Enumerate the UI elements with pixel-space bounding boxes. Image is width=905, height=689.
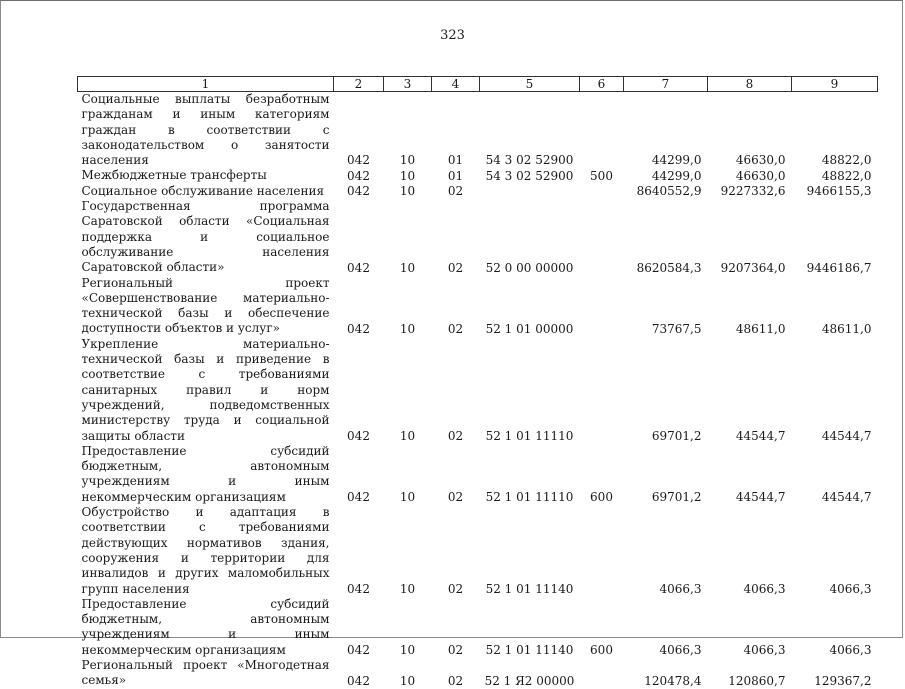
- target-article-cell: 54 3 02 52900: [485, 168, 574, 183]
- table-row: [78, 597, 878, 658]
- row-name-cell: Укрепление материально-технической базы и приведение в соответствие с требованиями санитарных правил и норм учреждений, подведомственных министерству труда и социальной защиты области: [81, 336, 330, 443]
- target-article-cell: 52 1 01 00000: [485, 321, 574, 336]
- section-cell: 10: [399, 581, 416, 596]
- subsection-cell: 02: [447, 428, 464, 443]
- table-row: [78, 505, 878, 597]
- amount-year2-cell: 44544,7: [735, 490, 786, 505]
- amount-year1-cell: 8620584,3: [636, 260, 702, 275]
- amount-year2-cell: 9207364,0: [720, 260, 786, 275]
- table-row: [78, 337, 878, 444]
- table-row: [78, 199, 878, 275]
- header-cell: 7: [624, 77, 708, 92]
- subsection-cell: 02: [447, 321, 464, 336]
- header-cell: 8: [708, 77, 792, 92]
- subsection-cell: 02: [447, 184, 464, 199]
- amount-year1-cell: 44299,0: [651, 153, 702, 168]
- amount-year1-cell: 120478,4: [644, 673, 702, 688]
- header-cell: 9: [792, 77, 878, 92]
- amount-year1-cell: 44299,0: [651, 168, 702, 183]
- expense-type-cell: [580, 276, 624, 337]
- amount-year2-cell: 48611,0: [735, 321, 786, 336]
- amount-year3-cell: 4066,3: [829, 581, 872, 596]
- ministry-code-cell: 042: [347, 153, 370, 168]
- target-article-cell: 52 1 01 11110: [485, 490, 574, 505]
- ministry-code-cell: 042: [347, 260, 370, 275]
- row-name-cell: Предоставление субсидий бюджетным, автономным учреждениям и иным некоммерческим организациям: [81, 596, 330, 657]
- expense-type-cell: [580, 199, 624, 275]
- expense-type-cell: [580, 505, 624, 597]
- target-article-cell: 52 1 Я2 00000: [484, 673, 575, 688]
- section-cell: 10: [399, 321, 416, 336]
- row-name-cell: Социальное обслуживание населения: [81, 183, 325, 198]
- row-name-cell: Межбюджетные трансферты: [81, 168, 267, 183]
- header-cell: 3: [384, 77, 432, 92]
- header-cell: 6: [580, 77, 624, 92]
- row-name-cell: Социальные выплаты безработным гражданам и иным категориям граждан в соответствии с законодательством о занятости населения: [81, 92, 330, 168]
- amount-year2-cell: 4066,3: [743, 642, 786, 657]
- target-article-cell: 52 1 01 11140: [485, 642, 574, 657]
- target-article-cell: 52 0 00 00000: [485, 260, 574, 275]
- section-cell: 10: [399, 490, 416, 505]
- subsection-cell: 02: [447, 581, 464, 596]
- header-cell: 5: [480, 77, 580, 92]
- amount-year3-cell: 9466155,3: [806, 184, 872, 199]
- ministry-code-cell: 042: [347, 490, 370, 505]
- amount-year2-cell: 4066,3: [743, 581, 786, 596]
- target-article-cell: [480, 184, 580, 199]
- amount-year3-cell: 129367,2: [814, 673, 872, 688]
- header-cell: 1: [78, 77, 334, 92]
- amount-year1-cell: 69701,2: [651, 490, 702, 505]
- table-row: [78, 658, 878, 689]
- budget-table: [77, 76, 878, 689]
- subsection-cell: 02: [447, 260, 464, 275]
- section-cell: 10: [399, 184, 416, 199]
- ministry-code-cell: 042: [347, 642, 370, 657]
- row-name-cell: Региональный проект «Совершенствование материально-технической базы и обеспечение доступности объектов и услуг»: [81, 275, 330, 336]
- section-cell: 10: [399, 673, 416, 688]
- row-name-cell: Обустройство и адаптация в соответствии с требованиями действующих нормативов здания, сооружения и территории для инвалидов и других маломобильных групп населения: [81, 505, 330, 596]
- ministry-code-cell: 042: [347, 581, 370, 596]
- ministry-code-cell: 042: [347, 168, 370, 183]
- subsection-cell: 02: [447, 673, 464, 688]
- subsection-cell: 01: [447, 168, 464, 183]
- section-cell: 10: [399, 642, 416, 657]
- subsection-cell: 02: [447, 490, 464, 505]
- expense-type-cell: 500: [590, 168, 613, 183]
- table-row: [78, 168, 878, 183]
- section-cell: 10: [399, 168, 416, 183]
- table-row: [78, 444, 878, 505]
- amount-year1-cell: 69701,2: [651, 428, 702, 443]
- amount-year2-cell: 46630,0: [735, 153, 786, 168]
- table-row: [78, 92, 878, 169]
- expense-type-cell: [580, 184, 624, 199]
- expense-type-cell: [580, 92, 624, 169]
- ministry-code-cell: 042: [347, 428, 370, 443]
- table-row: [78, 184, 878, 199]
- section-cell: 10: [399, 260, 416, 275]
- section-cell: 10: [399, 428, 416, 443]
- amount-year1-cell: 4066,3: [659, 642, 702, 657]
- subsection-cell: 01: [447, 153, 464, 168]
- expense-type-cell: 600: [590, 642, 613, 657]
- row-name-cell: Предоставление субсидий бюджетным, автономным учреждениям и иным некоммерческим организациям: [81, 443, 330, 504]
- expense-type-cell: [580, 658, 624, 689]
- amount-year3-cell: 48822,0: [821, 153, 872, 168]
- target-article-cell: 52 1 01 11110: [485, 428, 574, 443]
- expense-type-cell: [580, 337, 624, 444]
- amount-year2-cell: 9227332,6: [720, 184, 786, 199]
- target-article-cell: 52 1 01 11140: [485, 581, 574, 596]
- amount-year3-cell: 44544,7: [821, 428, 872, 443]
- amount-year3-cell: 9446186,7: [806, 260, 872, 275]
- amount-year2-cell: 46630,0: [735, 168, 786, 183]
- table-header-row: [78, 77, 878, 92]
- row-name-cell: Государственная программа Саратовской области «Социальная поддержка и социальное обслуживание населения Саратовской области»: [81, 199, 330, 275]
- amount-year3-cell: 44544,7: [821, 490, 872, 505]
- ministry-code-cell: 042: [347, 673, 370, 688]
- expense-type-cell: 600: [590, 490, 613, 505]
- amount-year1-cell: 8640552,9: [636, 184, 702, 199]
- subsection-cell: 02: [447, 642, 464, 657]
- section-cell: 10: [399, 153, 416, 168]
- amount-year3-cell: 48611,0: [821, 321, 872, 336]
- header-cell: 4: [432, 77, 480, 92]
- target-article-cell: 54 3 02 52900: [485, 153, 574, 168]
- amount-year1-cell: 4066,3: [659, 581, 702, 596]
- amount-year3-cell: 48822,0: [821, 168, 872, 183]
- amount-year3-cell: 4066,3: [829, 642, 872, 657]
- page-number: 323: [440, 28, 465, 43]
- amount-year1-cell: 73767,5: [651, 321, 702, 336]
- amount-year2-cell: 120860,7: [728, 673, 786, 688]
- table-row: [78, 276, 878, 337]
- ministry-code-cell: 042: [347, 184, 370, 199]
- row-name-cell: Региональный проект «Многодетная семья»: [81, 657, 330, 688]
- ministry-code-cell: 042: [347, 321, 370, 336]
- amount-year2-cell: 44544,7: [735, 428, 786, 443]
- header-cell: 2: [334, 77, 384, 92]
